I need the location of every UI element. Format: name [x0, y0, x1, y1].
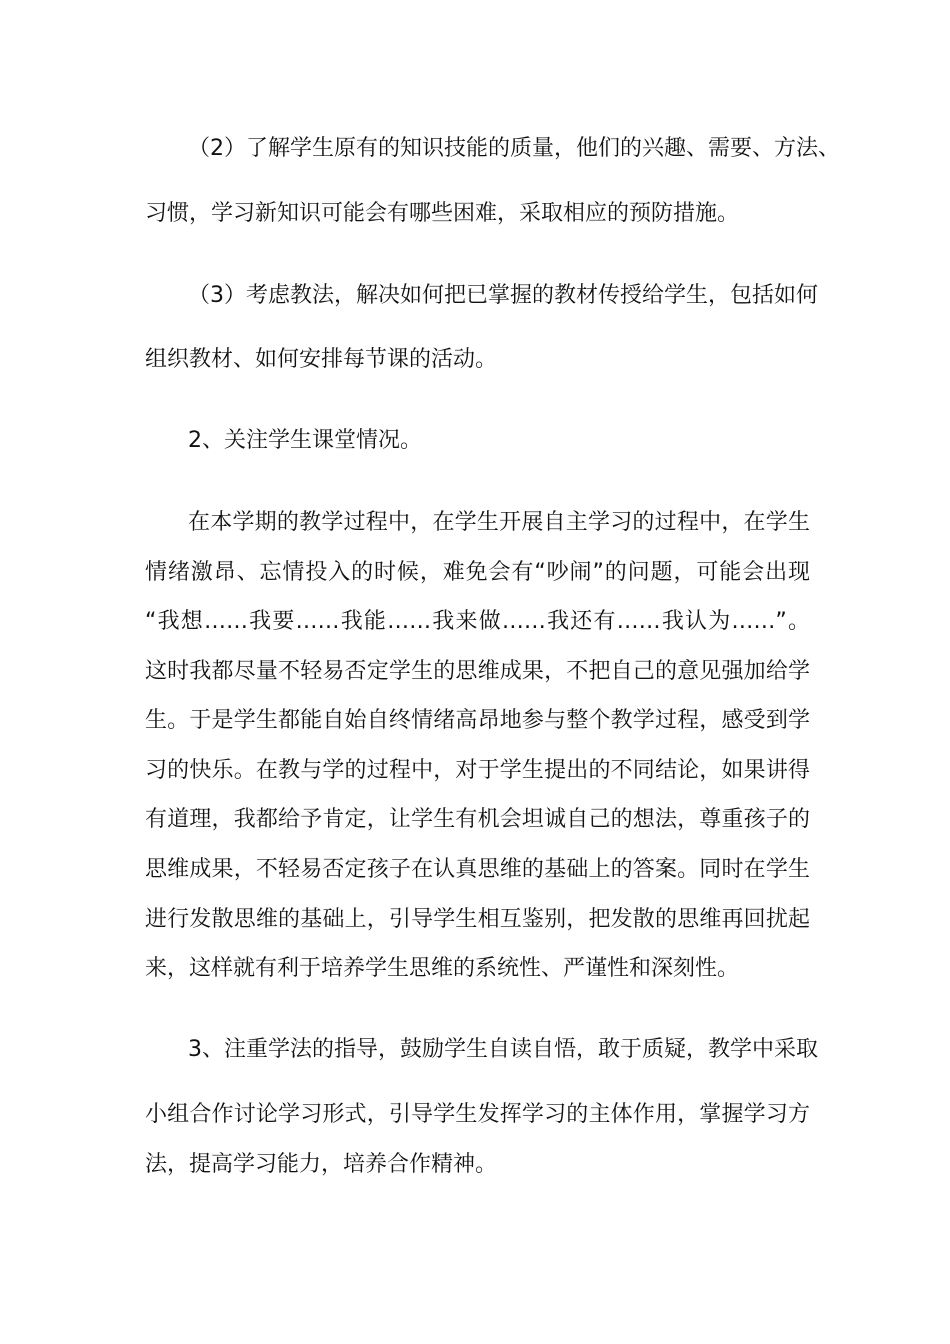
paragraph-4-line-4: 这时我都尽量不轻易否定学生的思维成果，不把自己的意见强加给学	[145, 659, 810, 684]
paragraph-4-line-10: 来，这样就有利于培养学生思维的系统性、严谨性和深刻性。	[145, 956, 740, 981]
paragraph-4-line-1: 在本学期的教学过程中，在学生开展自主学习的过程中，在学生	[188, 510, 810, 535]
paragraph-4-line-2: 情绪激昂、忘情投入的时候，难免会有“吵闹”的问题，可能会出现	[145, 560, 810, 585]
paragraph-3-line-2: 组织教材、如何安排每节课的活动。	[145, 347, 498, 372]
paragraph-4-line-6: 习的快乐。在教与学的过程中，对于学生提出的不同结论，如果讲得	[145, 758, 810, 783]
paragraph-5-line-3: 法，提高学习能力，培养合作精神。	[145, 1152, 498, 1177]
paragraph-5-line-1: 3、注重学法的指导，鼓励学生自读自悟，敢于质疑，教学中采取	[188, 1037, 818, 1062]
paragraph-4-line-9: 进行发散思维的基础上，引导学生相互鉴别，把发散的思维再回扰起	[145, 907, 810, 932]
paragraph-2-line-1: （2）了解学生原有的知识技能的质量，他们的兴趣、需要、方法、	[188, 136, 840, 161]
paragraph-3-line-1: （3）考虑教法，解决如何把已掌握的教材传授给学生，包括如何	[188, 283, 818, 308]
paragraph-4-line-7: 有道理，我都给予肯定，让学生有机会坦诚自己的想法，尊重孩子的	[145, 807, 810, 832]
paragraph-5-line-2: 小组合作讨论学习形式，引导学生发挥学习的主体作用，掌握学习方	[145, 1102, 810, 1127]
paragraph-4-line-5: 生。于是学生都能自始自终情绪高昂地参与整个教学过程，感受到学	[145, 708, 810, 733]
paragraph-4-line-8: 思维成果，不轻易否定孩子在认真思维的基础上的答案。同时在学生	[145, 857, 810, 882]
paragraph-2-line-2: 习惯，学习新知识可能会有哪些困难，采取相应的预防措施。	[145, 201, 740, 226]
section-heading-2: 2、关注学生课堂情况。	[188, 428, 422, 453]
paragraph-4-line-3: “我想……我要……我能……我来做……我还有……我认为……”。	[145, 609, 810, 634]
